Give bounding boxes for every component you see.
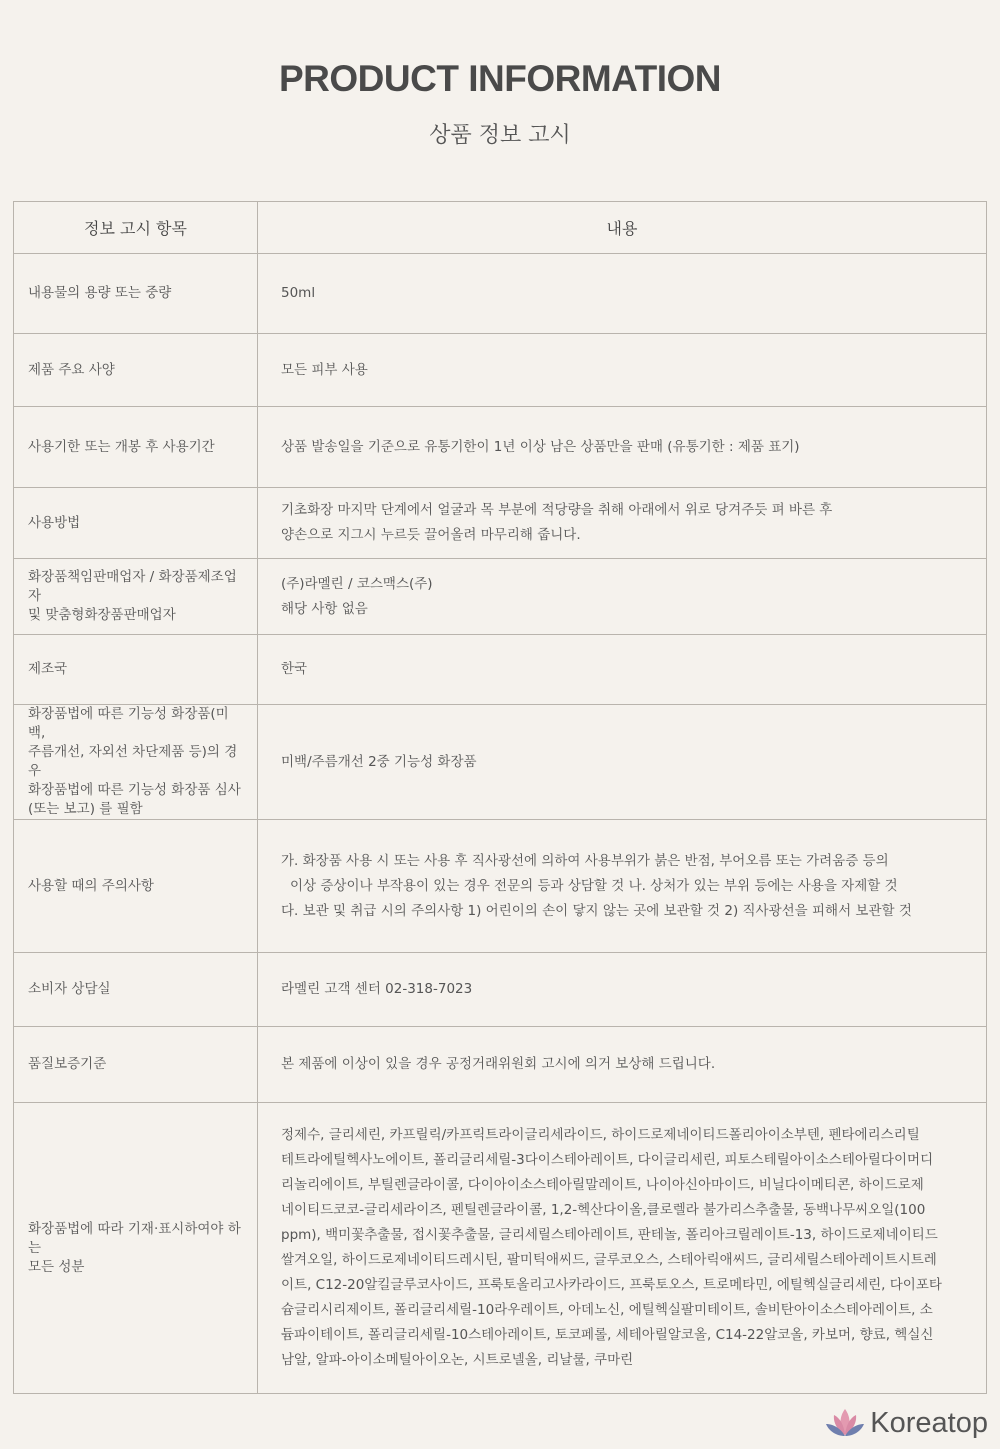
row-value-line: 미백/주름개선 2중 기능성 화장품 [281, 753, 477, 770]
row-label-line: 사용방법 [28, 514, 81, 531]
table-row [14, 1103, 987, 1394]
row-value-line: 듐파이테이트, 폴리글리세릴-10스테아레이트, 토코페롤, 세테아릴알코올, C14-22알코올, 카보머, 향료, 헥실신 [281, 1327, 934, 1343]
table-row [14, 705, 987, 820]
row-label-line: 제조국 [28, 661, 68, 677]
row-label [14, 635, 258, 705]
row-value-line: 남알, 알파-아이소메틸아이오논, 시트로넬올, 리날룰, 쿠마린 [281, 1352, 634, 1368]
table-row [14, 820, 987, 953]
row-label-line: 화장품법에 따른 기능성 화장품(미백, [28, 706, 229, 741]
page-subtitle: 상품 정보 고시 [429, 123, 571, 148]
koreatop-logo [824, 1404, 988, 1442]
row-value-line: 리놀리에이트, 부틸렌글라이콜, 다이아이소스테아릴말레이트, 나이아신아마이드, 비닐다이메티콘, 하이드로제 [281, 1177, 924, 1193]
table-row [14, 488, 987, 559]
row-label-line: 주름개선, 자외선 차단제품 등)의 경우 [28, 744, 238, 779]
table-row [14, 953, 987, 1027]
table-row [14, 334, 987, 407]
row-value-line: 기초화장 마지막 단계에서 얼굴과 목 부분에 적당량을 취해 아래에서 위로 당겨주듯 펴 바른 후 [281, 502, 833, 518]
row-label-line: 내용물의 용량 또는 중량 [28, 285, 172, 301]
row-value [258, 1103, 987, 1394]
row-value [258, 1027, 987, 1103]
row-value-line: 쌀겨오일, 하이드로제네이티드레시틴, 팔미틱애씨드, 글루코오스, 스테아릭애씨드, 글리세릴스테아레이트시트레 [281, 1252, 937, 1268]
logo-text: Koreatop [870, 1406, 988, 1439]
row-value-line: 해당 사항 없음 [281, 600, 368, 617]
row-value [258, 635, 987, 705]
column-header-item: 정보 고시 항목 [14, 202, 258, 254]
row-label-line: 품질보증기준 [28, 1056, 107, 1072]
row-label-line: 제품 주요 사양 [28, 361, 115, 378]
row-label-line: 및 맞춤형화장품판매업자 [28, 607, 176, 623]
row-value-line: ppm), 백미꽃추출물, 접시꽃추출물, 글리세릴스테아레이트, 판테놀, 폴리아크릴레이트-13, 하이드로제네이티드 [281, 1227, 938, 1243]
row-label [14, 407, 258, 488]
row-label [14, 488, 258, 559]
row-label-line: 화장품책임판매업자 / 화장품제조업자 [28, 569, 237, 604]
row-label [14, 334, 258, 407]
row-label-line: 모든 성분 [28, 1258, 85, 1275]
row-value [258, 705, 987, 820]
row-value-line: 이상 증상이나 부작용이 있는 경우 전문의 등과 상담할 것 나. 상처가 있는 부위 등에는 사용을 자제할 것 [290, 877, 898, 894]
row-label [14, 953, 258, 1027]
row-value-line: 슘글리시리제이트, 폴리글리세릴-10라우레이트, 아데노신, 에틸헥실팔미테이트, 솔비탄아이소스테아레이트, 소 [281, 1302, 933, 1318]
row-label [14, 705, 258, 820]
row-label-line: 사용할 때의 주의사항 [28, 877, 154, 894]
row-value-line: 본 제품에 이상이 있을 경우 공정거래위원회 고시에 의거 보상해 드립니다. [281, 1056, 716, 1072]
row-label [14, 254, 258, 334]
table-row [14, 254, 987, 334]
row-value [258, 334, 987, 407]
row-label-line: 화장품법에 따라 기재·표시하여야 하는 [28, 1220, 241, 1256]
row-value-line: 테트라에틸헥사노에이트, 폴리글리세릴-3다이스테아레이트, 다이글리세린, 피토스테릴아이소스테아릴다이머디 [281, 1152, 934, 1168]
table-row [14, 635, 987, 705]
row-label-line: 소비자 상담실 [28, 981, 111, 997]
product-info-table [13, 201, 987, 1394]
row-value-line: 50ml [281, 285, 316, 301]
row-label-line: 사용기한 또는 개봉 후 사용기간 [28, 438, 215, 455]
lotus-icon [824, 1407, 866, 1439]
table-row [14, 407, 987, 488]
row-value-line: 네이티드코코-글리세라이즈, 펜틸렌글라이콜, 1,2-헥산다이올,클로렐라 불가리스추출물, 동백나무씨오일(100 [281, 1202, 926, 1218]
row-label [14, 820, 258, 953]
row-value-line: 이트, C12-20알킬글루코사이드, 프룩토올리고사카라이드, 프룩토오스, 트로메타민, 에틸헥실글리세린, 다이포타 [281, 1277, 942, 1293]
row-value [258, 254, 987, 334]
column-header-content: 내용 [258, 202, 987, 254]
row-label-line: 화장품법에 따른 기능성 화장품 심사 [28, 782, 241, 798]
row-value-line: 양손으로 지그시 누르듯 끌어올려 마무리해 줍니다. [281, 527, 581, 543]
row-value-line: 다. 보관 및 취급 시의 주의사항 1) 어린이의 손이 닿지 않는 곳에 보관할 것 2) 직사광선을 피해서 보관할 것 [281, 902, 912, 919]
row-value-line: (주)라멜린 / 코스맥스(주) [281, 575, 433, 592]
row-value-line: 상품 발송일을 기준으로 유통기한이 1년 이상 남은 상품만을 판매 (유통기한 : 제품 표기) [281, 438, 800, 455]
row-value [258, 953, 987, 1027]
row-value [258, 407, 987, 488]
row-value-line: 가. 화장품 사용 시 또는 사용 후 직사광선에 의하여 사용부위가 붉은 반점, 부어오름 또는 가려움증 등의 [281, 852, 889, 869]
row-label-line: (또는 보고) 를 필함 [28, 801, 143, 817]
row-value-line: 라멜린 고객 센터 02-318-7023 [281, 981, 473, 997]
table-header-row [14, 202, 987, 254]
row-value-line: 정제수, 글리세린, 카프릴릭/카프릭트라이글리세라이드, 하이드로제네이티드폴리아이소부텐, 펜타에리스리틸 [281, 1127, 920, 1143]
row-value [258, 559, 987, 635]
page-title: PRODUCT INFORMATION [279, 58, 721, 99]
row-value-line: 한국 [281, 661, 308, 677]
row-value [258, 820, 987, 953]
table-row [14, 559, 987, 635]
row-label [14, 559, 258, 635]
row-value [258, 488, 987, 559]
table-row [14, 1027, 987, 1103]
row-value-line: 모든 피부 사용 [281, 361, 368, 378]
row-label [14, 1027, 258, 1103]
row-label [14, 1103, 258, 1394]
